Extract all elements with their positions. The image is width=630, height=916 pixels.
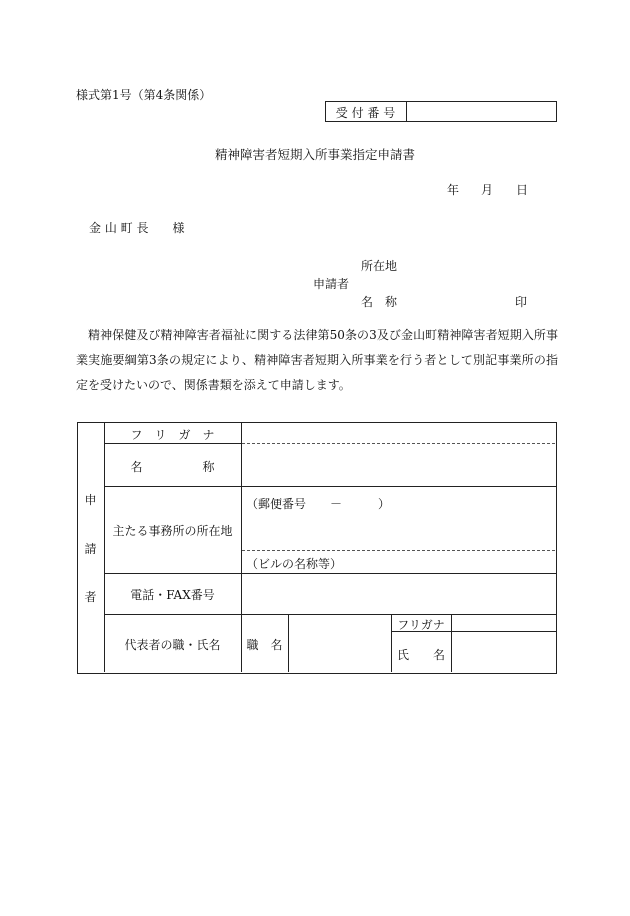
name-label: 名 称	[130, 460, 215, 474]
table-line	[104, 486, 556, 487]
table-line	[104, 443, 241, 444]
seal-mark: 印	[515, 295, 528, 309]
addressee: 金 山 町 長 様	[89, 221, 185, 235]
body-paragraph: 精神保健及び精神障害者福祉に関する法律第50条の3及び金山町精神障害者短期入所事業実施要綱第3条の規定により、精神障害者短期入所事業を行う者として別記事業所の指定を受けたいので、関係書類を添えて申請します。	[76, 328, 558, 392]
form-number: 様式第1号（第4条関係）	[76, 88, 212, 102]
rep-furigana-label: フリガナ	[397, 618, 445, 632]
table-dashed-line	[242, 550, 555, 551]
address-label: 主たる事務所の所在地	[112, 524, 233, 538]
rep-name-label: 氏 名	[396, 648, 445, 662]
table-line	[104, 614, 556, 615]
side-label-char: 請	[84, 542, 97, 556]
furigana-label: フ リ ガ ナ	[130, 428, 215, 442]
side-label-char: 申	[84, 493, 97, 507]
table-dashed-line	[242, 443, 555, 444]
applicant-label: 申請者	[313, 277, 350, 291]
table-line	[288, 614, 289, 672]
postal-code-field[interactable]: （郵便番号 － ）	[246, 497, 391, 511]
address-field[interactable]	[243, 515, 553, 549]
furigana-field[interactable]	[243, 424, 553, 442]
position-label: 職 名	[246, 638, 283, 652]
rep-furigana-field[interactable]	[453, 616, 554, 630]
building-name-field[interactable]: （ビルの名称等）	[246, 557, 343, 571]
applicant-location-label: 所在地	[361, 259, 398, 273]
phone-label: 電話・FAX番号	[130, 588, 215, 602]
rep-name-field[interactable]	[453, 633, 554, 671]
representative-label: 代表者の職・氏名	[124, 638, 221, 652]
receipt-number-label: 受 付 番 号	[335, 106, 396, 120]
date-year: 年	[447, 183, 460, 197]
document-title: 精神障害者短期入所事業指定申請書	[214, 147, 415, 162]
applicant-name-label: 名 称	[361, 295, 398, 309]
name-field[interactable]	[243, 445, 553, 485]
table-line	[451, 614, 452, 672]
position-field[interactable]	[290, 616, 390, 671]
table-line	[104, 573, 556, 574]
date-month: 月	[481, 183, 494, 197]
side-label-char: 者	[84, 590, 97, 604]
phone-fax-field[interactable]	[243, 575, 553, 613]
table-line	[241, 422, 242, 672]
date-day: 日	[516, 183, 529, 197]
receipt-divider	[406, 101, 407, 121]
